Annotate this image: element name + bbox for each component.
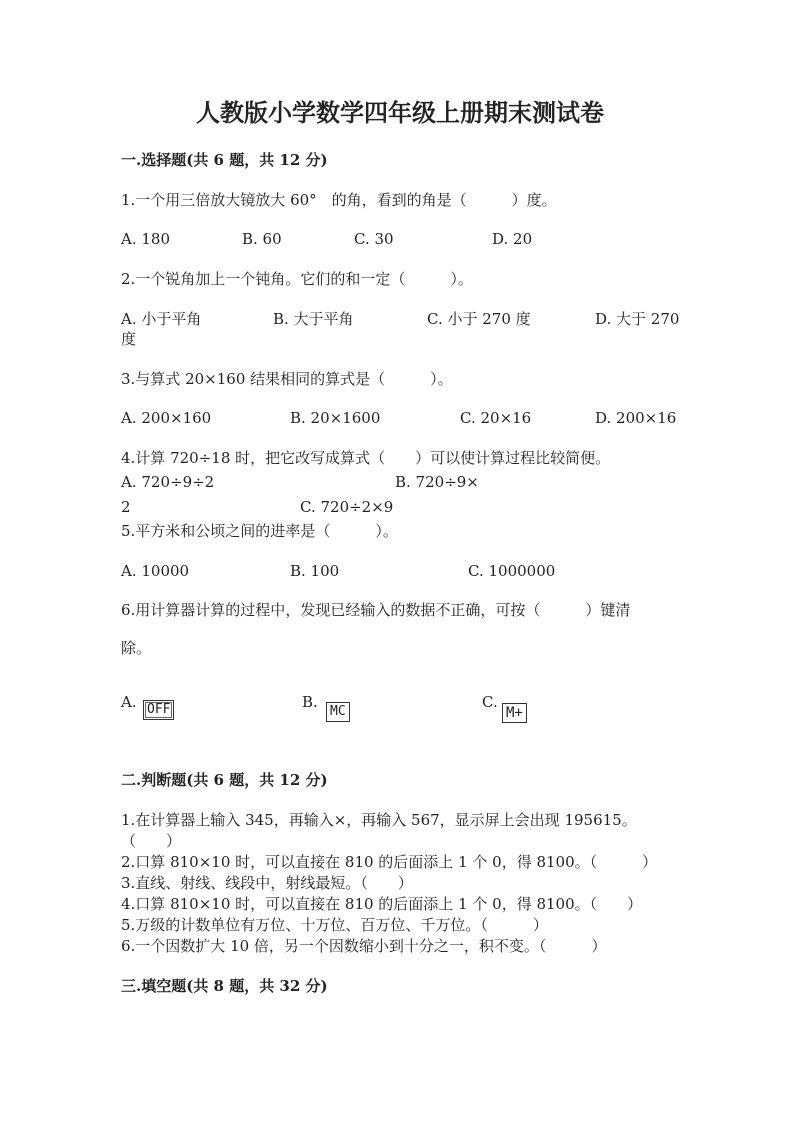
q6-option-b: B. xyxy=(302,693,318,711)
question-2: 2.一个锐角加上一个钝角。它们的和一定（ ）。 xyxy=(121,270,473,288)
q6-option-c: C. xyxy=(482,693,498,711)
question-1: 1.一个用三倍放大镜放大 60° 的角，看到的角是（ ）度。 xyxy=(121,191,557,209)
q5-option-b: B. 100 xyxy=(290,562,340,580)
q6-option-a: A. xyxy=(121,693,137,711)
off-key-icon: OFF xyxy=(143,700,174,720)
q4-option-a: A. 720÷9÷2 xyxy=(121,473,215,491)
judgement-item-2: 2.口算 810×10 时，可以直接在 810 的后面添上 1 个 0，得 8100。（ ） xyxy=(121,853,658,871)
section-heading-judgement: 二.判断题(共 6 题，共 12 分) xyxy=(121,771,328,789)
q3-option-d: D. 200×16 xyxy=(595,409,677,427)
q2-option-a: A. 小于平角 xyxy=(121,310,202,328)
q2-option-b: B. 大于平角 xyxy=(273,310,354,328)
section-heading-choice: 一.选择题(共 6 题，共 12 分) xyxy=(121,151,328,169)
q5-option-c: C. 1000000 xyxy=(468,562,556,580)
q1-option-d: D. 20 xyxy=(492,230,533,248)
q1-option-c: C. 30 xyxy=(354,230,394,248)
judgement-item-3: 3.直线、射线、线段中，射线最短。（ ） xyxy=(121,874,413,892)
judgement-item-5: 5.万级的计数单位有万位、十万位、百万位、千万位。（ ） xyxy=(121,916,548,934)
q3-option-a: A. 200×160 xyxy=(121,409,212,427)
question-5: 5.平方米和公顷之间的进率是（ ）。 xyxy=(121,522,398,540)
q5-option-a: A. 10000 xyxy=(121,562,190,580)
judgement-item-1-bracket: （ ） xyxy=(121,832,182,850)
question-6: 6.用计算器计算的过程中，发现已经输入的数据不正确，可按（ ）键清 xyxy=(121,601,631,619)
judgement-item-4: 4.口算 810×10 时，可以直接在 810 的后面添上 1 个 0，得 8100。（ ） xyxy=(121,895,643,913)
page-title: 人教版小学数学四年级上册期末测试卷 xyxy=(196,98,604,127)
question-4: 4.计算 720÷18 时，把它改写成算式（ ）可以使计算过程比较简便。 xyxy=(121,449,611,467)
q2-option-c: C. 小于 270 度 xyxy=(427,310,531,328)
judgement-item-6: 6.一个因数扩大 10 倍，另一个因数缩小到十分之一，积不变。（ ） xyxy=(121,937,607,955)
q4-option-b: B. 720÷9× xyxy=(395,473,479,491)
judgement-item-1: 1.在计算器上输入 345，再输入×，再输入 567，显示屏上会出现 195615。 xyxy=(121,811,637,829)
section-heading-fill-blank: 三.填空题(共 8 题，共 32 分) xyxy=(121,977,328,995)
q2-option-d: D. 大于 270 xyxy=(595,310,680,328)
q3-option-c: C. 20×16 xyxy=(460,409,532,427)
q1-option-a: A. 180 xyxy=(121,230,170,248)
m-plus-key-icon: M+ xyxy=(502,703,527,723)
q4-option-b-continued: 2 xyxy=(121,498,131,516)
q4-option-c: C. 720÷2×9 xyxy=(300,498,394,516)
question-6-continued: 除。 xyxy=(121,639,152,657)
q3-option-b: B. 20×1600 xyxy=(290,409,381,427)
q2-option-d-continued: 度 xyxy=(121,330,137,348)
mc-key-icon: MC xyxy=(326,702,350,722)
question-3: 3.与算式 20×160 结果相同的算式是（ ）。 xyxy=(121,370,453,388)
q1-option-b: B. 60 xyxy=(242,230,282,248)
